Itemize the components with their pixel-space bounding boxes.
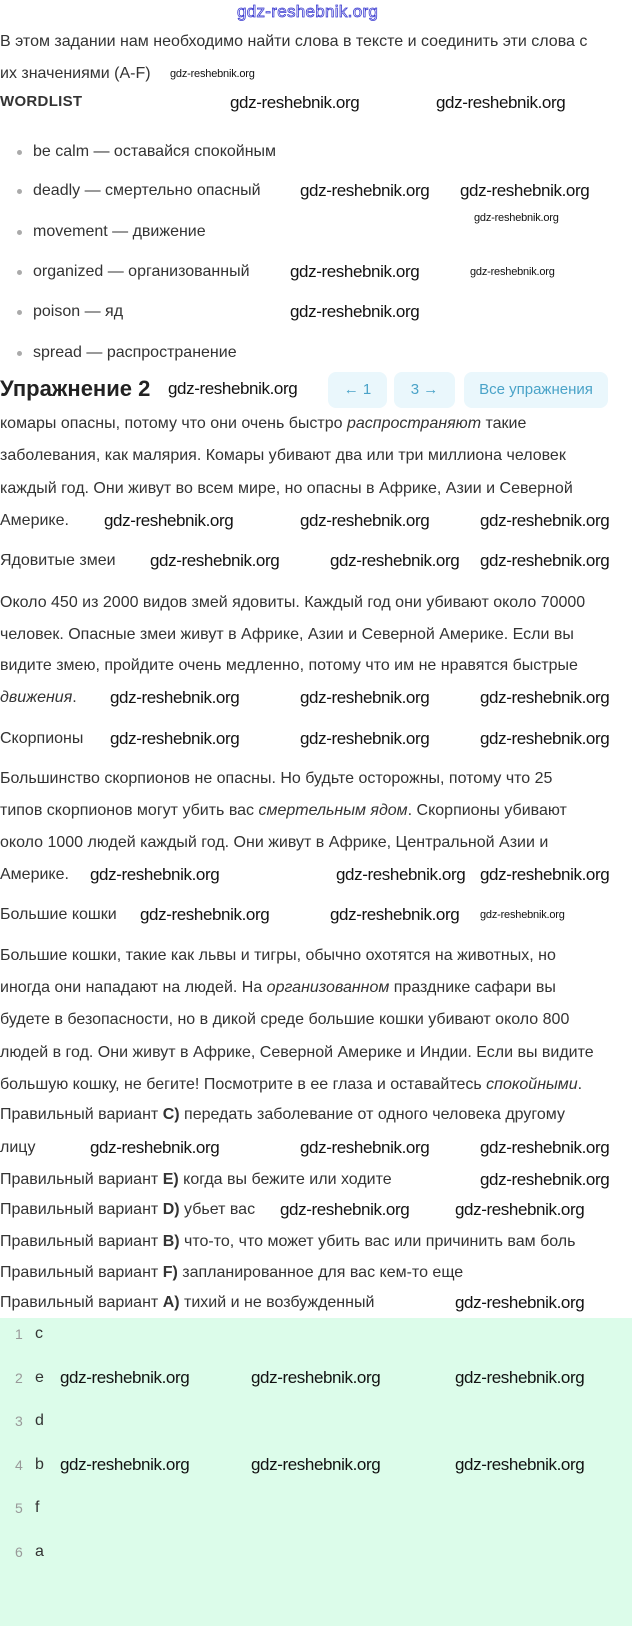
watermark-text: gdz-reshebnik.org	[110, 688, 240, 707]
watermark-text: gdz-reshebnik.org	[280, 1200, 410, 1219]
text-segment: когда вы бежите или ходите	[178, 1171, 392, 1188]
watermark-text: gdz-reshebnik.org	[60, 1368, 190, 1387]
watermark-text: gdz-reshebnik.org	[90, 1138, 220, 1157]
text-line	[0, 1138, 35, 1158]
bullet-icon	[17, 351, 22, 356]
text-line	[0, 905, 117, 925]
all-exercises-button[interactable]: Все упражнения	[464, 372, 608, 408]
watermark-text: gdz-reshebnik.org	[90, 865, 220, 884]
text-line	[0, 511, 69, 531]
watermark-text: gdz-reshebnik.org	[480, 688, 610, 707]
answer-letter: B)	[162, 1233, 180, 1250]
text-line	[0, 1105, 565, 1125]
watermark-text: gdz-reshebnik.org	[300, 181, 430, 200]
highlighted-word: распространяют	[346, 415, 482, 432]
text-segment: Большие кошки, такие как львы и тигры, обычно охотятся на животных, но	[0, 947, 556, 964]
text-segment: будете в безопасности, но в дикой среде большие кошки убивают около 800	[0, 1011, 570, 1028]
answer-letter: A)	[162, 1294, 180, 1311]
watermark-text: gdz-reshebnik.org	[300, 688, 430, 707]
answer-value: f	[35, 1499, 40, 1516]
text-line	[0, 769, 552, 789]
answer-value: c	[35, 1325, 43, 1342]
answer-number: 2	[15, 1370, 23, 1386]
answer-number: 6	[15, 1544, 23, 1560]
watermark-text: gdz-reshebnik.org	[336, 865, 466, 884]
watermark-text: gdz-reshebnik.org	[300, 729, 430, 748]
text-segment: Ядовитые змеи	[0, 552, 116, 569]
next-exercise-button[interactable]: 3 →	[394, 372, 455, 408]
watermark-text: gdz-reshebnik.org	[170, 68, 255, 80]
watermark-text: gdz-reshebnik.org	[300, 511, 430, 530]
text-line	[0, 479, 573, 499]
watermark-text: gdz-reshebnik.org	[470, 266, 555, 278]
text-segment: . Скорпионы убивают	[407, 802, 567, 819]
answer-number: 5	[15, 1500, 23, 1516]
highlighted-word: движения	[0, 689, 73, 706]
answer-letter: D)	[162, 1201, 180, 1218]
watermark-text: gdz-reshebnik.org	[168, 379, 298, 398]
watermark-text: gdz-reshebnik.org	[455, 1368, 585, 1387]
text-line	[0, 446, 566, 466]
text-line	[0, 1293, 374, 1313]
text-line	[0, 1010, 569, 1030]
text-segment: Правильный вариант	[0, 1106, 163, 1123]
watermark-text: gdz-reshebnik.org	[480, 909, 565, 921]
watermark-text: gdz-reshebnik.org	[480, 1138, 610, 1157]
text-segment: заболевания, как малярия. Комары убивают два или три миллиона человек	[0, 447, 566, 464]
watermark-text: gdz-reshebnik.org	[110, 729, 240, 748]
text-segment: иногда они нападают на людей. На	[0, 979, 267, 996]
answer-letter: C)	[162, 1106, 180, 1123]
text-line	[0, 551, 116, 571]
answer-value: e	[35, 1369, 44, 1386]
watermark-text: gdz-reshebnik.org	[480, 865, 610, 884]
text-segment: каждый год. Они живут во всем мире, но опасны в Африке, Азии и Северной	[0, 480, 573, 497]
text-line	[0, 625, 574, 645]
text-segment: убьет вас	[179, 1201, 256, 1218]
text-line	[0, 978, 556, 998]
answer-value: b	[35, 1456, 44, 1473]
text-segment: комары опасны, потому что они очень быстро	[0, 415, 347, 432]
watermark-text: gdz-reshebnik.org	[480, 551, 610, 570]
answer-value: a	[35, 1543, 44, 1560]
watermark-text: gdz-reshebnik.org	[480, 729, 610, 748]
text-segment: .	[72, 689, 77, 706]
answer-letter: E)	[162, 1171, 179, 1188]
text-line	[0, 414, 526, 434]
answer-number: 1	[15, 1326, 23, 1342]
text-line	[0, 1232, 575, 1252]
watermark-text: gdz-reshebnik.org	[150, 551, 280, 570]
text-line	[0, 1200, 255, 1220]
wordlist-item-text: movement — движение	[33, 223, 206, 240]
text-line	[0, 1043, 594, 1063]
text-segment: около 1000 людей каждый год. Они живут в Африке, Центральной Азии и	[0, 834, 549, 851]
bullet-icon	[17, 189, 22, 194]
watermark-text: gdz-reshebnik.org	[480, 1170, 610, 1189]
header-watermark-logo[interactable]: gdz-reshebnik.org	[237, 2, 379, 21]
text-segment: такие	[481, 415, 527, 432]
highlighted-word: организованном	[266, 979, 390, 996]
text-line	[0, 865, 69, 885]
watermark-text: gdz-reshebnik.org	[330, 551, 460, 570]
highlighted-word: спокойными	[486, 1076, 578, 1093]
watermark-text: gdz-reshebnik.org	[455, 1293, 585, 1312]
wordlist-item-text: poison — яд	[33, 303, 124, 320]
page-title: Упражнение 2	[0, 376, 151, 401]
text-line	[0, 946, 556, 966]
answer-number: 4	[15, 1457, 23, 1473]
text-segment: лицу	[0, 1139, 36, 1156]
bullet-icon	[17, 270, 22, 275]
text-line	[0, 801, 567, 821]
watermark-text: gdz-reshebnik.org	[330, 905, 460, 924]
intro-line: их значениями (A-F)	[0, 65, 151, 82]
text-segment: передать заболевание от одного человека другому	[179, 1106, 565, 1123]
text-segment: видите змею, пройдите очень медленно, потому что им не нравятся быстрые	[0, 657, 578, 674]
answer-letter: F)	[162, 1264, 178, 1281]
text-segment: Скорпионы	[0, 730, 84, 747]
bullet-icon	[17, 150, 22, 155]
watermark-text: gdz-reshebnik.org	[455, 1200, 585, 1219]
watermark-text: gdz-reshebnik.org	[60, 1455, 190, 1474]
watermark-text: gdz-reshebnik.org	[474, 212, 559, 224]
prev-exercise-button[interactable]: ← 1	[328, 372, 387, 408]
wordlist-item-text: spread — распространение	[33, 344, 237, 361]
text-segment: людей в год. Они живут в Африке, Северной Америке и Индии. Если вы видите	[0, 1044, 594, 1061]
watermark-text: gdz-reshebnik.org	[230, 93, 360, 112]
text-segment: большую кошку, не бегите! Посмотрите в ее глаза и оставайтесь	[0, 1076, 487, 1093]
watermark-text: gdz-reshebnik.org	[290, 262, 420, 281]
text-segment: запланированное для вас кем-то еще	[177, 1264, 464, 1281]
text-segment: человек. Опасные змеи живут в Африке, Азии и Северной Америке. Если вы	[0, 626, 574, 643]
wordlist-item-text: organized — организованный	[33, 263, 250, 280]
text-line	[0, 1263, 463, 1283]
watermark-text: gdz-reshebnik.org	[436, 93, 566, 112]
bullet-icon	[17, 310, 22, 315]
text-segment: Америке.	[0, 512, 69, 529]
watermark-text: gdz-reshebnik.org	[480, 511, 610, 530]
watermark-text: gdz-reshebnik.org	[251, 1455, 381, 1474]
text-segment: Правильный вариант	[0, 1201, 163, 1218]
answer-value: d	[35, 1412, 44, 1429]
watermark-text: gdz-reshebnik.org	[140, 905, 270, 924]
text-segment: Около 450 из 2000 видов змей ядовиты. Каждый год они убивают около 70000	[0, 594, 586, 611]
watermark-text: gdz-reshebnik.org	[455, 1455, 585, 1474]
bullet-icon	[17, 230, 22, 235]
text-line	[0, 688, 77, 708]
text-segment: .	[577, 1076, 583, 1093]
text-segment: Правильный вариант	[0, 1171, 163, 1188]
text-segment: Большинство скорпионов не опасны. Но будьте осторожны, потому что 25	[0, 770, 553, 787]
text-line	[0, 833, 548, 853]
answer-number: 3	[15, 1413, 23, 1429]
wordlist-item-text: be calm — оставайся спокойным	[33, 143, 277, 160]
text-segment: празднике сафари вы	[389, 979, 556, 996]
text-line	[0, 593, 585, 613]
text-segment: что-то, что может убить вас или причинить вам боль	[179, 1233, 576, 1250]
text-segment: Большие кошки	[0, 906, 117, 923]
text-segment: типов скорпионов могут убить вас	[0, 802, 259, 819]
watermark-text: gdz-reshebnik.org	[104, 511, 234, 530]
highlighted-word: смертельным ядом	[258, 802, 408, 819]
text-line	[0, 656, 578, 676]
text-line	[0, 729, 83, 749]
text-segment: Правильный вариант	[0, 1294, 163, 1311]
wordlist-title: WORDLIST	[0, 93, 83, 110]
text-segment: Правильный вариант	[0, 1264, 163, 1281]
intro-line: В этом задании нам необходимо найти слова в тексте и соединить эти слова с	[0, 33, 588, 50]
watermark-text: gdz-reshebnik.org	[290, 302, 420, 321]
wordlist-item-text: deadly — смертельно опасный	[33, 182, 261, 199]
watermark-text: gdz-reshebnik.org	[300, 1138, 430, 1157]
text-line	[0, 1170, 392, 1190]
text-segment: Правильный вариант	[0, 1233, 163, 1250]
text-segment: тихий и не возбужденный	[179, 1294, 375, 1311]
text-line	[0, 1075, 582, 1095]
text-segment: Америке.	[0, 866, 69, 883]
watermark-text: gdz-reshebnik.org	[251, 1368, 381, 1387]
watermark-text: gdz-reshebnik.org	[460, 181, 590, 200]
